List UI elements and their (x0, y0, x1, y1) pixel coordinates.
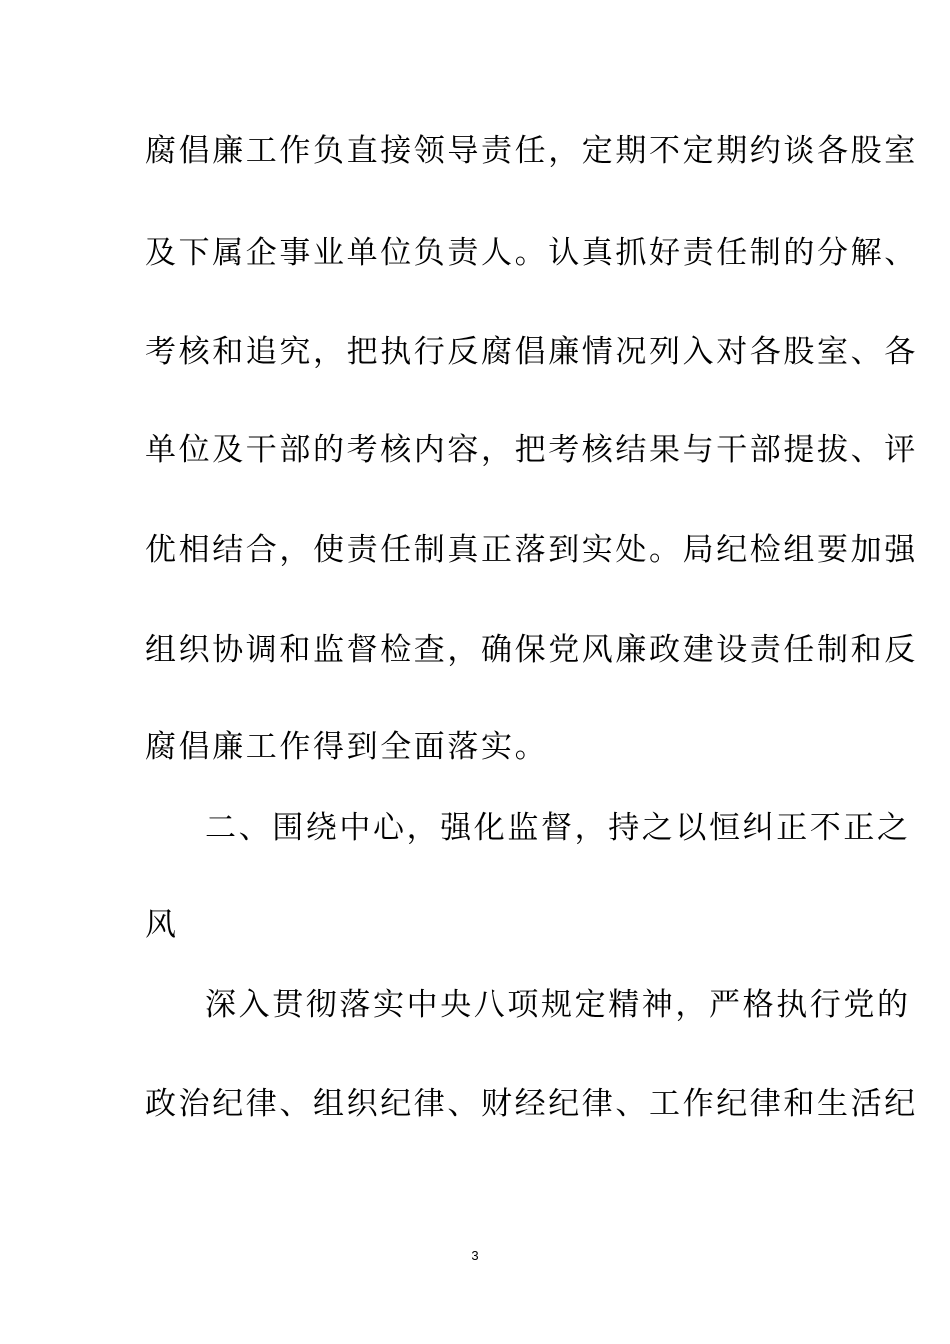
body-text-line: 腐倡廉工作负直接领导责任，定期不定期约谈各股室 (145, 133, 918, 169)
page-number: 3 (471, 1248, 479, 1263)
section-heading-continuation: 风 (145, 907, 179, 943)
section-heading: 二、围绕中心，强化监督，持之以恒纠正不正之 (205, 810, 911, 846)
body-text-line: 及下属企事业单位负责人。认真抓好责任制的分解、 (145, 235, 918, 271)
body-text-line: 单位及干部的考核内容，把考核结果与干部提拔、评 (145, 432, 918, 468)
body-text-line: 优相结合，使责任制真正落到实处。局纪检组要加强 (145, 532, 918, 568)
body-text-line: 考核和追究，把执行反腐倡廉情况列入对各股室、各 (145, 334, 918, 370)
body-text-line: 政治纪律、组织纪律、财经纪律、工作纪律和生活纪 (145, 1086, 918, 1122)
body-text-line: 深入贯彻落实中央八项规定精神，严格执行党的 (205, 987, 911, 1023)
body-text-line: 腐倡廉工作得到全面落实。 (145, 729, 549, 765)
body-text-line: 组织协调和监督检查，确保党风廉政建设责任制和反 (145, 632, 918, 668)
